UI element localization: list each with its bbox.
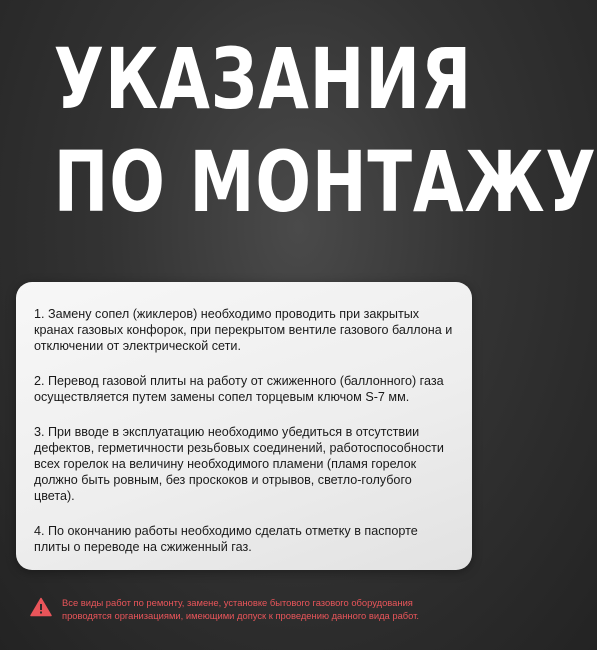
warning-text [62,596,462,622]
instruction-item-4: 4. По окончанию работы необходимо сделать отметку в паспорте плиты о переводе на сжиженный газ. [34,524,418,554]
warning-text-line-2: проводятся организациями, имеющими допуск к проведению данного вида работ. [62,610,420,621]
warning-notice [30,596,460,626]
instruction-item-3: 3. При вводе в эксплуатацию необходимо убедиться в отсутствии дефектов, герметичности резьбовых соединений, работоспособности всех горелок на величину необходимого пламени (пламя горелок должно быть ровным, без проскоков и отрывов, светло-голубого цвета). [34,425,444,503]
warning-triangle-icon [30,597,52,617]
page-title-line-1: УКАЗАНИЯ [53,30,473,128]
warning-text-line-1: Все виды работ по ремонту, замене, установке бытового газового оборудования [62,597,413,608]
instructions-card [16,282,472,570]
instruction-item-1: 1. Замену сопел (жиклеров) необходимо проводить при закрытых кранах газовых конфорок, при перекрытом вентиле газового баллона и отключении от электрической сети. [34,307,453,353]
instruction-item-2: 2. Перевод газовой плиты на работу от сжиженного (баллонного) газа осуществляется путем замены сопел торцевым ключом S-7 мм. [34,374,444,404]
page-title-line-2: ПО МОНТАЖУ [53,133,597,231]
